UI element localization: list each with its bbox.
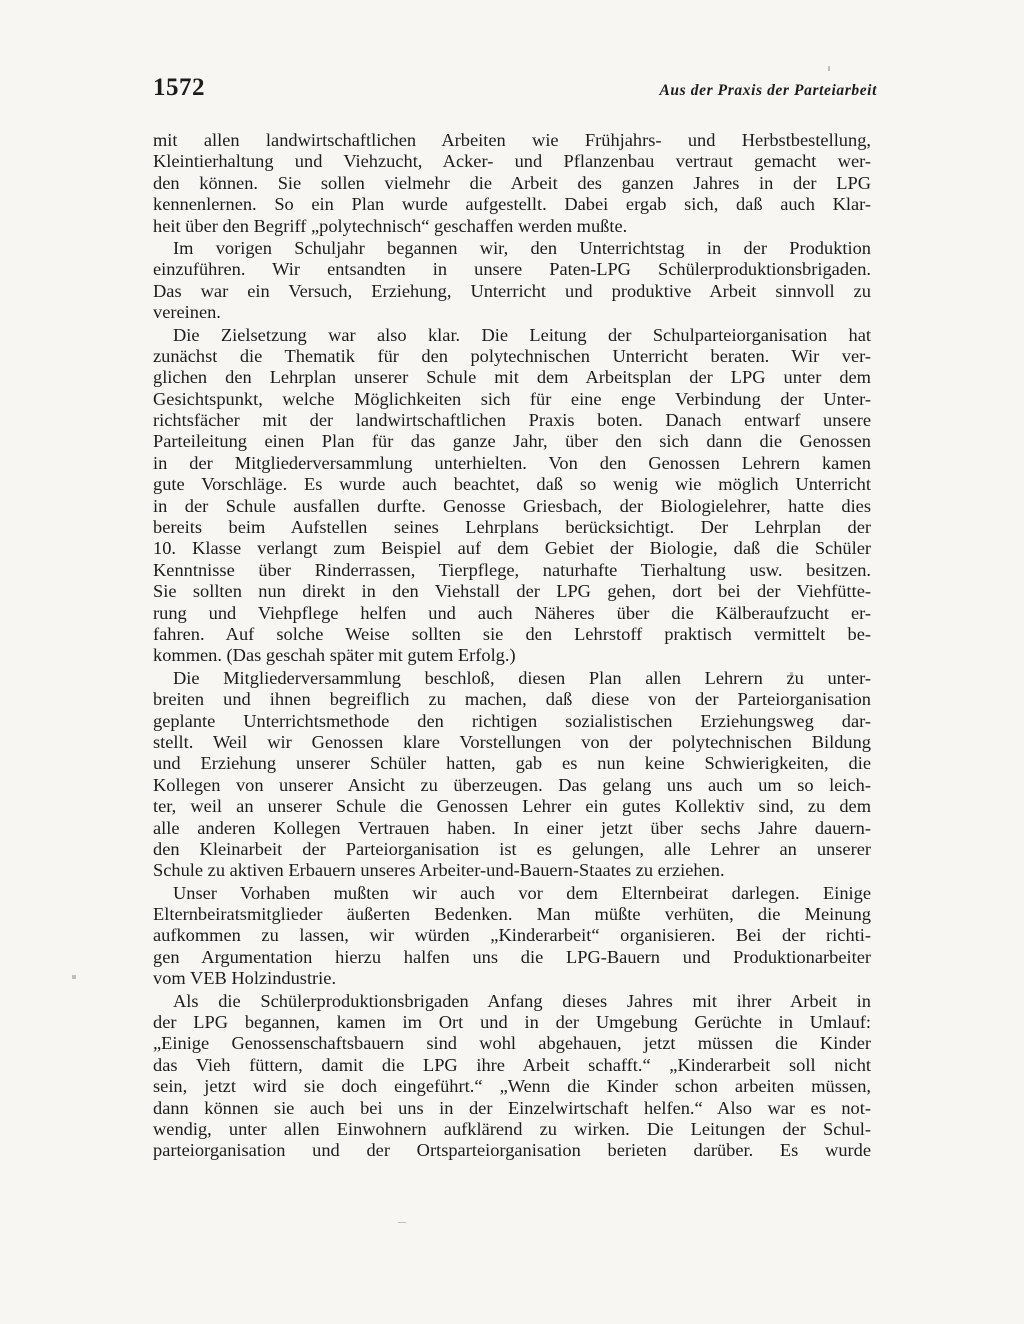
page-header [153,74,877,106]
paragraph [153,130,871,237]
text-line: Als die Schülerproduktionsbrigaden Anfang dieses Jahres mit ihrer Arbeit in [173,990,871,1011]
text-line: zunächst die Thematik für den polytechnischen Unterricht beraten. Wir ver- [153,345,871,366]
body-text [153,130,871,1162]
text-line: Gesichtspunkt, welche Möglichkeiten sich für eine enge Verbindung der Unter- [153,388,871,409]
text-line: und Erziehung unserer Schüler hatten, gab es nun keine Schwierigkeiten, die [153,753,871,774]
text-line: Kenntnisse über Rinderrassen, Tierpflege, naturhafte Tierhaltung usw. besitzen. [153,559,871,580]
text-line: Schule zu aktiven Erbauern unseres Arbeiter-und-Bauern-Staates zu erziehen. [153,860,725,881]
text-line: vom VEB Holzindustrie. [153,968,337,989]
text-line: das Vieh füttern, damit die LPG ihre Arbeit schafft.“ „Kinderarbeit soll nicht [153,1054,871,1075]
text-line: alle anderen Kollegen Vertrauen haben. In einer jetzt über sechs Jahre dauern- [153,817,871,838]
text-line: fahren. Auf solche Weise sollten sie den Lehrstoff praktisch vermittelt be- [153,623,871,644]
text-line: rung und Viehpflege helfen und auch Näheres über die Kälberaufzucht er- [153,602,871,623]
text-line: mit allen landwirtschaftlichen Arbeiten wie Frühjahrs- und Herbstbestellung, [153,130,871,150]
text-line: richtsfächer mit der landwirtschaftlichen Praxis boten. Danach entwarf unsere [153,410,871,431]
text-line: der LPG begannen, kamen im Ort und in der Umgebung Gerüchte in Umlauf: [153,1012,871,1033]
text-line: dann können sie auch bei uns in der Einzelwirtschaft helfen.“ Also war es not- [153,1097,871,1118]
text-line: Die Zielsetzung war also klar. Die Leitung der Schulparteiorganisation hat [173,324,871,345]
running-title: Aus der Praxis der Parteiarbeit [659,82,877,99]
text-line: Sie sollten nun direkt in den Viehstall der LPG gehen, dort bei der Viehfütte- [153,581,871,602]
text-line: Die Mitgliederversammlung beschloß, diesen Plan allen Lehrern zu unter- [173,667,871,688]
text-line: den Kleinarbeit der Parteiorganisation ist es gelungen, alle Lehrer an unserer [153,838,871,859]
text-line: breiten und ihnen begreiflich zu machen, daß diese von der Parteiorganisation [153,689,871,710]
text-line: vereinen. [153,302,221,323]
text-line: Elternbeiratsmitglieder äußerten Bedenken. Man müßte verhüten, die Meinung [153,904,871,925]
text-line: parteiorganisation und der Ortsparteiorganisation berieten darüber. Es wurde [153,1140,871,1161]
text-line: in der Schule ausfallen durfte. Genosse Griesbach, der Biologielehrer, hatte dies [153,495,871,516]
text-line: Kleintierhaltung und Viehzucht, Acker- und Pflanzenbau vertraut gemacht wer- [153,151,871,172]
scan-speck [790,672,793,675]
paragraph [153,325,871,667]
text-line: Kollegen von unserer Ansicht zu überzeugen. Das gelang uns auch um so leich- [153,774,871,795]
text-line: wendig, unter allen Einwohnern aufklärend zu wirken. Die Leitungen der Schul- [153,1118,871,1139]
text-line: ter, weil an unserer Schule die Genossen Lehrer ein gutes Kollektiv sind, zu dem [153,796,871,817]
text-line: „Einige Genossenschaftsbauern sind wohl abgehauen, jetzt müssen die Kinder [153,1033,871,1054]
scan-speck [828,66,830,71]
text-line: aufkommen zu lassen, wir würden „Kinderarbeit“ organisieren. Bei der richti- [153,925,871,946]
text-line: einzuführen. Wir entsandten in unsere Paten-LPG Schülerproduktionsbrigaden. [153,259,871,280]
paragraph [153,991,871,1162]
text-line: 10. Klasse verlangt zum Beispiel auf dem Gebiet der Biologie, daß die Schüler [153,538,871,559]
scan-speck [398,1222,406,1223]
text-line: bereits beim Aufstellen seines Lehrplans berücksichtigt. Der Lehrplan der [153,517,871,538]
text-line: sein, jetzt wird sie doch eingeführt.“ „Wenn die Kinder schon arbeiten müssen, [153,1076,871,1097]
paragraph [153,883,871,990]
text-line: gute Vorschläge. Es wurde auch beachtet, daß so wenig wie möglich Unterricht [153,474,871,495]
scan-speck [72,975,76,979]
text-line: Das war ein Versuch, Erziehung, Unterricht und produktive Arbeit sinnvoll zu [153,280,871,301]
text-line: geplante Unterrichtsmethode den richtigen sozialistischen Erziehungsweg dar- [153,710,871,731]
text-line: den können. Sie sollen vielmehr die Arbeit des ganzen Jahres in der LPG [153,172,871,193]
text-line: Unser Vorhaben mußten wir auch vor dem Elternbeirat darlegen. Einige [173,882,871,903]
text-line: gen Argumentation hierzu halfen uns die LPG-Bauern und Produktionarbeiter [153,946,871,967]
text-line: glichen den Lehrplan unserer Schule mit dem Arbeitsplan der LPG unter dem [153,367,871,388]
text-line: kennenlernen. So ein Plan wurde aufgestellt. Dabei ergab sich, daß auch Klar- [153,194,871,215]
text-line: in der Mitgliederversammlung unterhielten. Von den Genossen Lehrern kamen [153,452,871,473]
text-line: Im vorigen Schuljahr begannen wir, den Unterrichtstag in der Produktion [173,237,871,258]
paragraph [153,238,871,324]
text-line: Parteileitung einen Plan für das ganze Jahr, über den sich dann die Genossen [153,431,871,452]
page-number: 1572 [153,74,205,101]
text-line: stellt. Weil wir Genossen klare Vorstellungen von der polytechnischen Bildung [153,731,871,752]
text-line: heit über den Begriff „polytechnisch“ geschaffen werden mußte. [153,215,628,236]
paragraph [153,668,871,882]
text-line: kommen. (Das geschah später mit gutem Erfolg.) [153,645,516,666]
